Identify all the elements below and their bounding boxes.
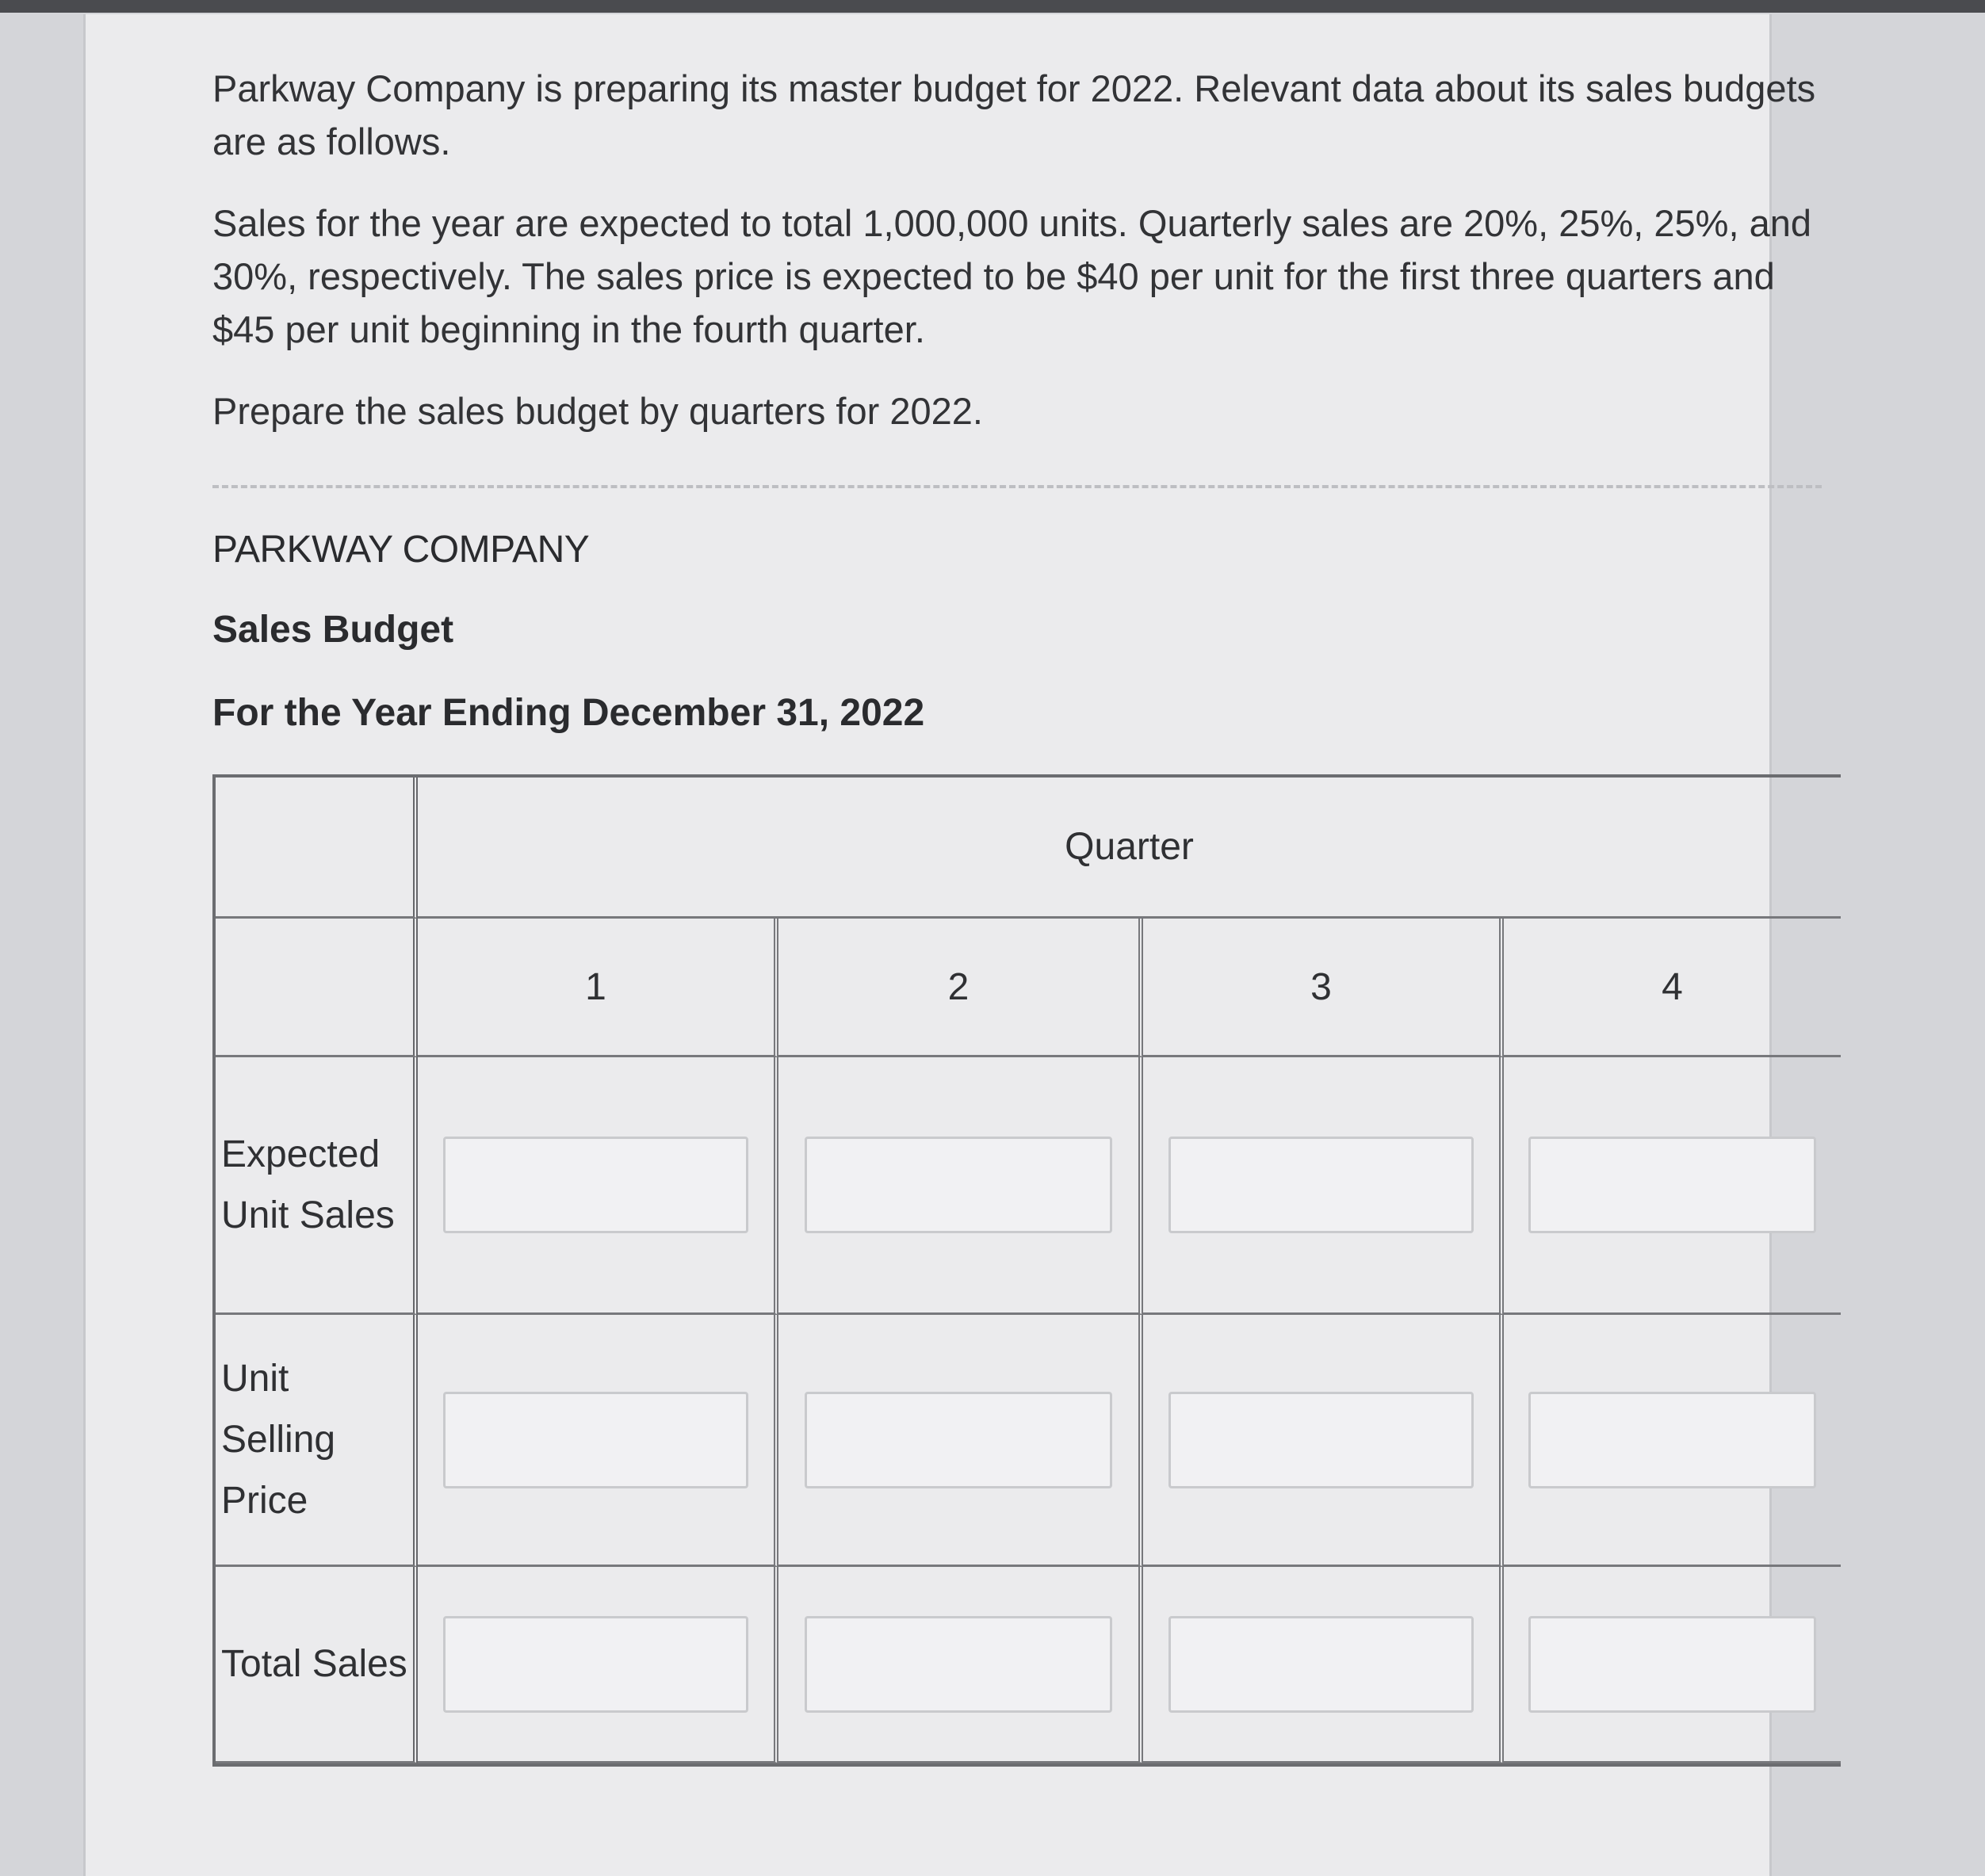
expected-unit-sales-q2-input[interactable] — [805, 1137, 1113, 1233]
row-label-total-sales: Total Sales — [221, 1643, 407, 1685]
expected-unit-sales-q4-input[interactable] — [1528, 1137, 1817, 1233]
total-sales-q3-input[interactable] — [1168, 1616, 1473, 1713]
total-sales-q2-input[interactable] — [805, 1616, 1113, 1713]
problem-paragraph-2: Sales for the year are expected to total 1,000,000 units. Quarterly sales are 20%, 25%, 25%, and 30%, respectively. The sales price is expected to be $40 per unit for the first three quarters and $45 per unit beginning in the fourth quarter. — [212, 202, 1811, 350]
corner-cell — [216, 778, 418, 919]
budget-title: Sales Budget — [212, 609, 454, 651]
quarter-number-row — [216, 919, 1841, 1057]
row-label-unit-selling-price: Unit Selling Price — [221, 1358, 336, 1522]
sales-budget-table — [212, 774, 1841, 1767]
quarter-header-row — [216, 778, 1841, 919]
unit-selling-price-q2-input[interactable] — [805, 1392, 1113, 1488]
quarter-2-header: 2 — [778, 919, 1143, 1057]
row-label-expected-unit-sales: Expected Unit Sales — [221, 1133, 395, 1236]
total-sales-q4-input[interactable] — [1528, 1616, 1817, 1713]
unit-selling-price-q4-input[interactable] — [1528, 1392, 1817, 1488]
unit-selling-price-q1-input[interactable] — [443, 1392, 748, 1488]
corner-cell-2 — [216, 919, 418, 1057]
expected-unit-sales-q3-input[interactable] — [1168, 1137, 1473, 1233]
problem-instruction: Prepare the sales budget by quarters for 2022. — [212, 390, 983, 432]
company-name: PARKWAY COMPANY — [212, 529, 590, 571]
table-row — [216, 1567, 1841, 1763]
quarter-3-header: 3 — [1143, 919, 1504, 1057]
quarter-header: Quarter — [418, 778, 1841, 919]
window-top-bar — [0, 0, 1985, 13]
section-divider — [212, 485, 1822, 488]
table-row — [216, 1057, 1841, 1315]
unit-selling-price-q3-input[interactable] — [1168, 1392, 1473, 1488]
total-sales-q1-input[interactable] — [443, 1616, 748, 1713]
expected-unit-sales-q1-input[interactable] — [443, 1137, 748, 1233]
quarter-1-header: 1 — [418, 919, 778, 1057]
question-panel — [83, 14, 1816, 1876]
table-row — [216, 1315, 1841, 1567]
budget-period: For the Year Ending December 31, 2022 — [212, 692, 925, 734]
problem-paragraph-1: Parkway Company is preparing its master budget for 2022. Relevant data about its sales budgets are as follows. — [212, 67, 1816, 162]
quarter-4-header: 4 — [1504, 919, 1841, 1057]
question-content — [212, 62, 1838, 1767]
